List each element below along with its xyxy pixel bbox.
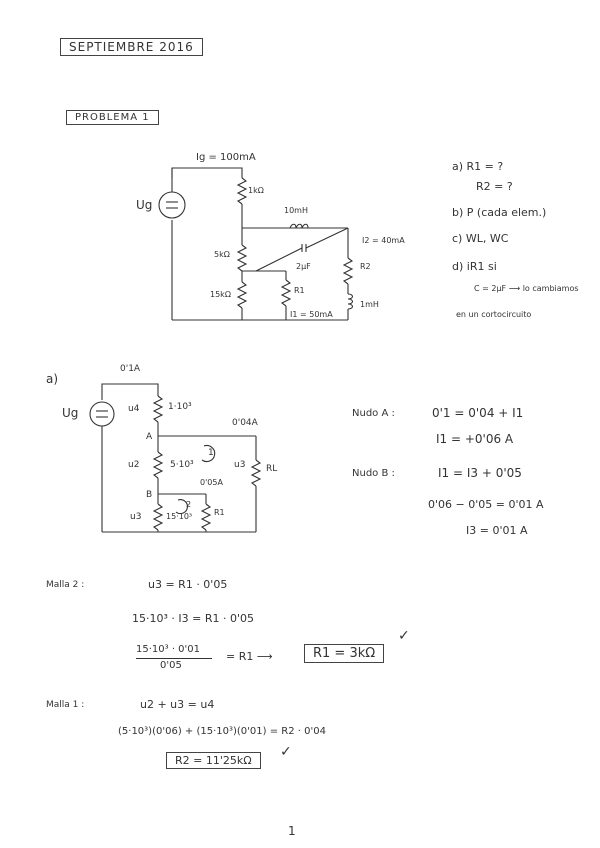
node-b-label: B [146, 490, 153, 500]
u3-label: u3 [130, 512, 142, 522]
r2-result: R2 = 11'25kΩ [166, 752, 261, 769]
malla-2-frac-den: 0'05 [160, 660, 182, 671]
malla-2-label: Malla 2 : [46, 580, 85, 590]
i-right-label: 0'04A [232, 418, 258, 428]
fraction-bar [136, 658, 212, 659]
node-a-heading: Nudo A : [352, 408, 395, 419]
r2-label: R2 [360, 262, 371, 271]
malla-2-frac-num: 15·10³ · 0'01 [136, 644, 201, 655]
question-a1: a) R1 = ? [452, 160, 504, 173]
node-b-eq2: 0'06 − 0'05 = 0'01 A [428, 498, 544, 511]
malla-2-eq3-rhs: = R1 ⟶ [226, 650, 273, 663]
malla-1-label: Malla 1 : [46, 700, 85, 710]
malla-2-eq1: u3 = R1 · 0'05 [148, 578, 228, 591]
r1-check-mark: ✓ [398, 628, 410, 644]
node-b-eq1: I1 = I3 + 0'05 [438, 466, 522, 480]
problem-title: PROBLEMA 1 [66, 110, 159, 125]
malla-1-eq1: u2 + u3 = u4 [140, 698, 215, 711]
node-a-label: A [146, 432, 153, 442]
question-c: c) WL, WC [452, 232, 509, 245]
node-a-eq2: I1 = +0'06 A [436, 432, 514, 446]
page-number: 1 [288, 824, 296, 838]
section-a-label: a) [46, 372, 59, 386]
malla-1-eq2: (5·10³)(0'06) + (15·10³)(0'01) = R2 · 0'04 [118, 726, 326, 737]
r2-check-mark: ✓ [280, 744, 292, 760]
node-a-eq1: 0'1 = 0'04 + I1 [432, 406, 524, 420]
loop-1-label: 1 [208, 448, 214, 458]
question-b: b) P (cada elem.) [452, 206, 547, 219]
l-right-label: 1mH [360, 300, 379, 309]
ig-label: Ig = 100mA [196, 152, 256, 163]
source-label: Ug [136, 198, 153, 212]
i2-label: I2 = 40mA [362, 236, 405, 245]
u1-label: u3 [234, 460, 246, 470]
r1-label: R1 [294, 286, 305, 295]
r3-value-label: 15·10³ [166, 512, 193, 521]
loop-2-label: 2 [186, 500, 192, 509]
r4-label: 1·10³ [168, 402, 192, 412]
question-d: d) iR1 si [452, 260, 497, 273]
r1-circuit2-label: R1 [214, 508, 225, 517]
question-d3: en un cortocircuito [456, 310, 532, 319]
r-top-label: 1kΩ [248, 186, 264, 195]
i-top-label: 0'1A [120, 364, 141, 374]
node-b-eq3: I3 = 0'01 A [466, 524, 528, 537]
l-top-label: 10mH [284, 206, 308, 215]
ug-label-2: Ug [62, 406, 79, 420]
i1-label: I1 = 50mA [290, 310, 333, 319]
r2-value-label: 5·10³ [170, 460, 194, 470]
question-d2: C = 2μF ⟶ lo cambiamos [474, 284, 579, 293]
r1-result: R1 = 3kΩ [304, 644, 384, 663]
question-a2: R2 = ? [476, 180, 513, 193]
node-b-heading: Nudo B : [352, 468, 395, 479]
r-mid-label: 5kΩ [214, 250, 230, 259]
u4-label: u4 [128, 404, 140, 414]
i-mid-label: 0'05A [200, 478, 223, 487]
u2-label: u2 [128, 460, 140, 470]
malla-2-eq2: 15·10³ · I3 = R1 · 0'05 [132, 612, 254, 625]
cap-label: 2μF [296, 262, 311, 271]
r-bot-label: 15kΩ [210, 290, 231, 299]
rl-label: RL [266, 464, 278, 474]
page-title: SEPTIEMBRE 2016 [60, 38, 203, 56]
